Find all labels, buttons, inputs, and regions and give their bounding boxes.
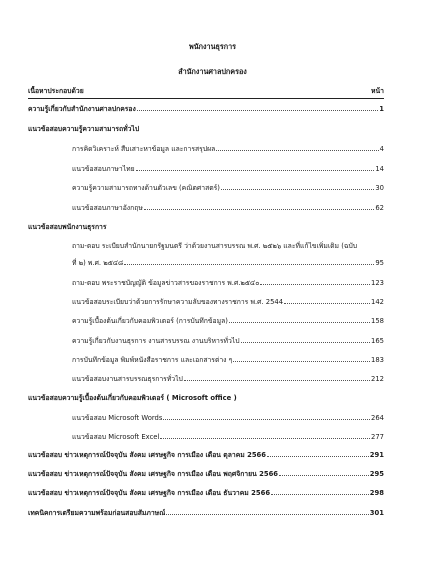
toc-entry[interactable] xyxy=(28,183,384,194)
toc-entry-text: การคิดวิเคราะห์ สืบเสาะหาข้อมูล และการสรุปผล xyxy=(72,145,216,153)
toc-entry-text: เทคนิคการเตรียมความพร้อมก่อนสอบสัมภาษณ์ xyxy=(28,509,166,517)
toc-entry-text: แนวข้อสอบ ข่าวเหตุการณ์ปัจจุบัน สังคม เศรษฐกิจ การเมือง เดือน ตุลาคม 2566 xyxy=(28,451,267,459)
toc-entry-page: 142 xyxy=(371,298,384,306)
dot-leader xyxy=(284,303,370,304)
header-divider xyxy=(28,98,384,99)
toc-entry[interactable] xyxy=(28,297,384,308)
toc-entry-text: แนวข้อสอบภาษาอังกฤษ xyxy=(72,204,143,212)
toc-entry-page: 14 xyxy=(375,165,384,173)
dot-leader xyxy=(184,380,370,381)
toc-entry-text: ความรู้ความสามารถทางด้านตัวเลข (คณิตศาสตร์) xyxy=(72,184,220,192)
toc-entry-page: 301 xyxy=(369,509,384,517)
toc-entry[interactable] xyxy=(28,104,384,115)
dot-leader xyxy=(124,264,374,265)
toc-page-label: หน้า xyxy=(371,87,384,95)
toc-entry-page: 158 xyxy=(371,317,384,325)
document-title: พนักงานธุรการ xyxy=(189,42,236,51)
toc-entry[interactable] xyxy=(28,432,384,443)
dot-leader xyxy=(229,322,370,323)
dot-leader xyxy=(144,209,375,210)
toc-entry-page: 277 xyxy=(371,433,384,441)
toc-entry-page: 298 xyxy=(369,489,384,497)
toc-entry-text: แนวข้อสอบงานสารบรรณธุรการทั่วไป xyxy=(72,375,183,383)
toc-entry-page: 1 xyxy=(379,105,384,113)
toc-entry-text: ที่ ๒) พ.ศ. ๒๕๔๘ xyxy=(72,259,124,267)
toc-entry-text: แนวข้อสอบภาษาไทย xyxy=(72,165,135,173)
toc-entry-text: แนวข้อสอบระเบียบว่าด้วยการรักษาความลับของทางราชการ พ.ศ. 2544 xyxy=(72,298,284,306)
toc-contents-label: เนื้อหาประกอบด้วย xyxy=(28,87,84,95)
dot-leader xyxy=(279,475,369,476)
dot-leader xyxy=(166,514,368,515)
toc-entry[interactable] xyxy=(28,316,384,327)
toc-entry[interactable] xyxy=(28,278,384,289)
toc-entry-page: 183 xyxy=(371,356,384,364)
dot-leader xyxy=(163,419,370,420)
toc-entry-page: 95 xyxy=(375,259,384,267)
toc-entry[interactable] xyxy=(28,164,384,175)
dot-leader xyxy=(233,361,370,362)
toc-entry[interactable] xyxy=(28,469,384,480)
toc-entry-text: ความรู้เบื้องต้นเกี่ยวกับคอมพิวเตอร์ (การบันทึกข้อมูล) xyxy=(72,317,228,325)
toc-entry[interactable] xyxy=(28,508,384,519)
toc-entry-text: ความรู้เกี่ยวกับสำนักงานศาลปกครอง xyxy=(28,105,136,113)
dot-leader xyxy=(267,456,369,457)
toc-entry-page: 30 xyxy=(375,184,384,192)
dot-leader xyxy=(160,438,370,439)
toc-entry-page: 291 xyxy=(369,451,384,459)
toc-entry-text: แนวข้อสอบ ข่าวเหตุการณ์ปัจจุบัน สังคม เศรษฐกิจ การเมือง เดือน ธันวาคม 2566 xyxy=(28,489,271,497)
toc-entry-page: 264 xyxy=(371,414,384,422)
toc-entry-text: ความรู้เกี่ยวกับงานธุรการ งานสารบรรณ งานบริหารทั่วไป xyxy=(72,337,240,345)
dot-leader xyxy=(216,150,378,151)
toc-entry[interactable] xyxy=(28,336,384,347)
toc-entry-text: แนวข้อสอบ Microsoft Words xyxy=(72,414,163,422)
toc-entry-text: แนวข้อสอบ ข่าวเหตุการณ์ปัจจุบัน สังคม เศรษฐกิจ การเมือง เดือน พฤศจิกายน 2566 xyxy=(28,470,279,478)
toc-entry[interactable] xyxy=(28,374,384,385)
toc-entry[interactable] xyxy=(28,413,384,424)
dot-leader xyxy=(221,189,374,190)
toc-entry[interactable] xyxy=(28,488,384,499)
toc-entry-page: 212 xyxy=(371,375,384,383)
toc-entry-page: 4 xyxy=(379,145,384,153)
toc-entry[interactable] xyxy=(28,258,384,269)
toc-entry-page: 123 xyxy=(371,279,384,287)
section-heading: แนวข้อสอบความรู้เบื้องต้นเกี่ยวกับคอมพิวเตอร์ ( Microsoft office ) xyxy=(28,394,237,402)
toc-entry-text-line1: ถาม-ตอบ ระเบียบสำนักนายกรัฐมนตรี ว่าด้วยงานสารบรรณ พ.ศ. ๒๕๒๖ และที่แก้ไขเพิ่มเติม (ฉบับ xyxy=(72,242,358,250)
toc-entry-page: 295 xyxy=(369,470,384,478)
toc-entry-page: 62 xyxy=(375,204,384,212)
section-heading: แนวข้อสอบพนักงานธุรการ xyxy=(28,223,107,231)
dot-leader xyxy=(241,342,371,343)
toc-entry[interactable] xyxy=(28,450,384,461)
section-heading: แนวข้อสอบความรู้ความสามารถทั่วไป xyxy=(28,125,140,133)
toc-entry-text: การบันทึกข้อมูล พิมพ์หนังสือราชการ และเอกสารต่าง ๆ xyxy=(72,356,233,364)
dot-leader xyxy=(136,170,375,171)
toc-entry-text: แนวข้อสอบ Microsoft Excel xyxy=(72,433,160,441)
dot-leader xyxy=(260,284,370,285)
toc-entry[interactable] xyxy=(28,144,384,155)
toc-entry-text: ถาม-ตอบ พระราชบัญญัติ ข้อมูลข่าวสารของราชการ พ.ศ.๒๕๔๐ xyxy=(72,279,260,287)
dot-leader xyxy=(137,110,378,111)
toc-entry[interactable] xyxy=(28,203,384,214)
toc-entry[interactable] xyxy=(28,355,384,366)
dot-leader xyxy=(271,494,369,495)
toc-header-row xyxy=(28,86,384,97)
document-subtitle: สำนักงานศาลปกครอง xyxy=(178,67,247,76)
toc-entry-page: 165 xyxy=(371,337,384,345)
